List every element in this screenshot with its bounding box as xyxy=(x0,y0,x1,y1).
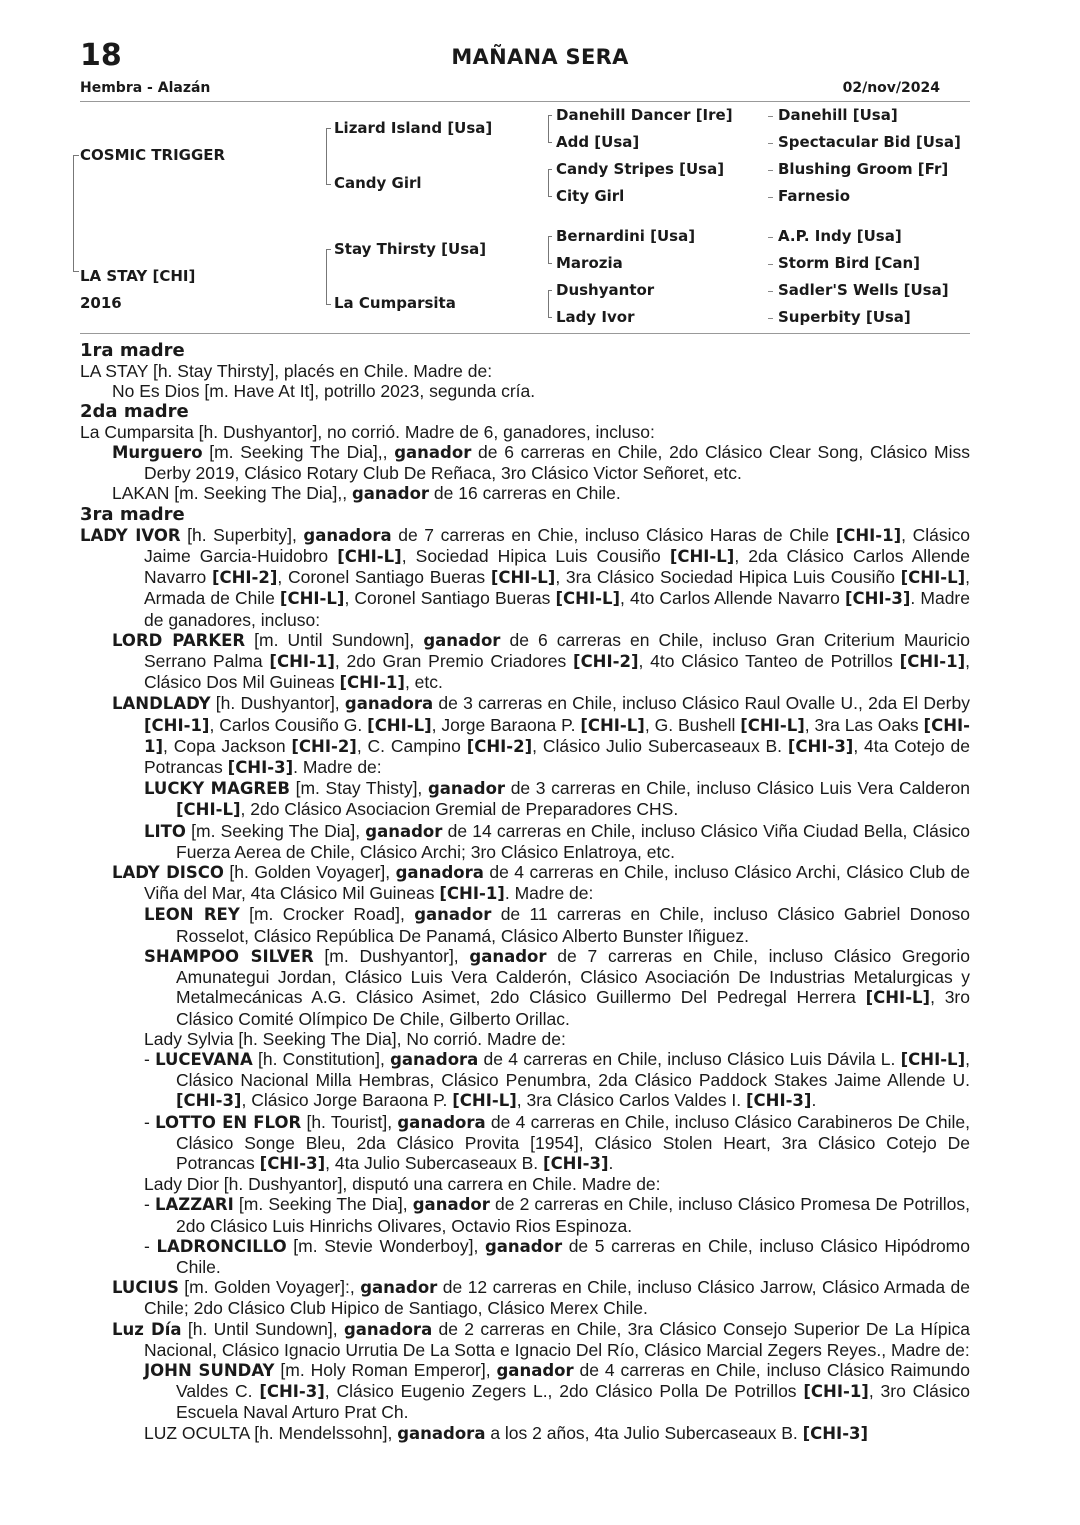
text-run: [h. Constitution], xyxy=(252,1048,391,1069)
g3-ancestor: Lady Ivor xyxy=(556,308,635,326)
text-run: , Coronel Santiago Bueras xyxy=(277,567,491,588)
g3-ancestor: Add [Usa] xyxy=(556,133,640,151)
g4-ancestor: Danehill [Usa] xyxy=(778,106,898,124)
bracket-tick xyxy=(326,128,331,129)
family-entry xyxy=(80,1360,970,1423)
text-run: de 11 carreras en Chile, incluso Clásico Gabriel Donoso Rosselot, Clásico República De Panamá, Clásico Alberto Bunster Iñiguez. xyxy=(176,904,970,946)
bold-text: ganadora xyxy=(390,1049,479,1069)
g4-ancestor: Storm Bird [Can] xyxy=(778,254,920,272)
family-entry xyxy=(80,1174,970,1194)
pedigree-bottom-rule xyxy=(80,333,970,334)
family-entry xyxy=(80,422,970,442)
text-run: , 4ta Cotejo de Potrancas xyxy=(144,735,971,778)
g4-dash xyxy=(768,291,773,292)
g4-dash xyxy=(768,264,773,265)
g4-ancestor: Superbity [Usa] xyxy=(778,308,911,326)
bold-text: ganadora xyxy=(344,694,434,714)
family-entry xyxy=(80,1194,970,1235)
bracket-tick xyxy=(73,271,79,272)
family-entry xyxy=(80,1277,970,1318)
g4-ancestor: Sadler'S Wells [Usa] xyxy=(778,281,949,299)
top-rule xyxy=(80,101,970,102)
bold-text: LUCKY MAGREB xyxy=(144,779,290,799)
text-run: , Clásico Jaime Garcia-Huidobro xyxy=(144,524,970,567)
bold-text: ganador xyxy=(496,1360,574,1380)
bold-text: LUCIUS xyxy=(112,1278,179,1298)
family-entry xyxy=(80,778,970,820)
bracket-tick xyxy=(548,236,552,237)
text-run: No Es Dios [m. Have At It], potrillo 2023, segunda cría. xyxy=(112,381,536,402)
text-run: [m. Stevie Wonderboy], xyxy=(286,1235,485,1256)
text-run: Lady Dior [h. Dushyantor], disputó una carrera en Chile. Madre de: xyxy=(144,1174,661,1195)
g3-ancestor: Danehill Dancer [Ire] xyxy=(556,106,733,124)
text-run: . Madre de: xyxy=(293,757,382,778)
text-run: de 4 carreras en Chile, incluso Clásico Luis Dávila L. xyxy=(478,1048,901,1069)
text-run: [h. Dushyantor], xyxy=(210,693,345,714)
bold-text: ganador xyxy=(423,630,501,650)
bold-text: LOTTO EN FLOR xyxy=(155,1112,302,1132)
bold-text: [CHI-2] xyxy=(573,652,639,672)
bold-text: ganador xyxy=(360,1278,438,1298)
text-run: de 4 carreras en Chile, incluso Clásico Raimundo Valdes C. xyxy=(176,1359,970,1402)
family-entry xyxy=(80,381,970,401)
g4-ancestor: A.P. Indy [Usa] xyxy=(778,227,902,245)
bold-text: SHAMPOO SILVER xyxy=(144,946,314,966)
bold-text: [CHI-L] xyxy=(580,715,645,735)
bold-text: [CHI-1] xyxy=(144,715,210,735)
text-run: de 6 carreras en Chile, incluso Gran Criterium Mauricio Serrano Palma xyxy=(144,629,970,672)
bracket-tick xyxy=(548,115,552,116)
bold-text: JOHN SUNDAY xyxy=(144,1360,275,1380)
text-run: , 3ro Clásico Comité Olímpico De Chile, Gilberto Orillac. xyxy=(176,987,970,1029)
bold-text: [CHI-3] xyxy=(543,1153,609,1173)
bold-text: LITO xyxy=(144,821,186,841)
text-run: LAKAN [m. Seeking The Dia],, xyxy=(112,483,352,504)
text-run: [m. Golden Voyager]:, xyxy=(178,1277,361,1298)
bold-text: [CHI-1] xyxy=(144,715,970,756)
g3-ancestor: Candy Stripes [Usa] xyxy=(556,160,725,178)
text-run: . xyxy=(811,1090,817,1111)
bracket-tick xyxy=(548,317,552,318)
family-entry xyxy=(80,821,970,862)
g3-bracket xyxy=(548,169,549,196)
bold-text: [CHI-1] xyxy=(439,884,505,904)
bold-text: [CHI-L] xyxy=(740,715,805,735)
bold-text: LANDLADY xyxy=(112,694,211,714)
text-run: , Copa Jackson xyxy=(163,735,292,756)
bold-text: ganadora xyxy=(303,525,392,545)
text-run: de 4 carreras en Chile, incluso Clásico Archi, Clásico Club de Viña del Mar, 4ta Clásico Mil Guineas xyxy=(144,862,971,904)
bracket-tick xyxy=(548,196,552,197)
g4-dash xyxy=(768,197,773,198)
bold-text: [CHI-1] xyxy=(899,652,966,672)
bold-text: [CHI-1] xyxy=(803,1382,869,1402)
text-run: - xyxy=(144,1235,157,1256)
text-run: de 7 carreras en Chie, incluso Clásico Haras de Chile xyxy=(391,524,836,545)
sire-dam-bracket xyxy=(73,155,74,271)
g4-dash xyxy=(768,318,773,319)
text-run: , 3ra Clásico Sociedad Hipica Luis Cousiño xyxy=(555,567,901,588)
text-run: LUZ OCULTA [h. Mendelssohn], xyxy=(144,1422,398,1443)
bold-text: [CHI-3] xyxy=(227,758,294,778)
text-run: , 3ra Clásico Carlos Valdes I. xyxy=(516,1090,746,1111)
bold-text: [CHI-L] xyxy=(337,547,402,567)
bold-text: [CHI-L] xyxy=(900,568,966,588)
family-entry xyxy=(80,525,970,630)
bold-text: [CHI-L] xyxy=(367,715,432,735)
text-run: [m. Until Sundown], xyxy=(245,629,424,650)
text-run: de 6 carreras en Chile, 2do Clásico Clear Song, Clásico Miss Derby 2019, Clásico Rotary Club De Reñaca, 3ro Clásico Victor Señoret, etc. xyxy=(144,442,970,484)
g4-ancestor: Blushing Groom [Fr] xyxy=(778,160,949,178)
bold-text: ganadora xyxy=(395,863,484,883)
text-run: , 2da Clásico Carlos Allende Navarro xyxy=(144,546,970,588)
text-run: , Armada de Chile xyxy=(144,567,971,609)
text-run: [h. Tourist], xyxy=(301,1111,398,1132)
bold-text: ganador xyxy=(484,1236,563,1256)
text-run: de 3 carreras en Chile, incluso Clásico Luis Vera Calderon xyxy=(505,778,970,799)
bold-text: [CHI-3] xyxy=(745,1091,812,1111)
bold-text: Murguero xyxy=(112,443,203,463)
text-run: , 3ra Las Oaks xyxy=(804,714,924,735)
text-run: , 2do Clásico Asociacion Gremial de Preparadores CHS. xyxy=(240,799,679,820)
text-run: La Cumparsita [h. Dushyantor], no corrió. Madre de 6, ganadores, incluso: xyxy=(80,421,655,442)
bold-text: ganador xyxy=(351,484,430,504)
text-run: , 4to Carlos Allende Navarro xyxy=(620,588,845,609)
bracket-tick xyxy=(548,142,552,143)
bracket-tick xyxy=(548,169,552,170)
bold-text: ganador xyxy=(469,946,547,966)
bold-text: [CHI-3] xyxy=(802,1423,869,1443)
family-entry xyxy=(80,1236,970,1277)
text-run: - xyxy=(144,1194,155,1215)
family-entry xyxy=(80,693,970,778)
g3-ancestor: Bernardini [Usa] xyxy=(556,227,696,245)
text-run: de 3 carreras en Chile, incluso Clásico Raul Ovalle U., 2da El Derby xyxy=(433,693,970,714)
bold-text: ganador xyxy=(414,905,492,925)
text-run: , Coronel Santiago Bueras xyxy=(344,588,556,609)
text-run: [m. Holy Roman Emperor], xyxy=(274,1359,497,1380)
family-entry xyxy=(80,361,970,381)
text-run: , 4to Clásico Tanteo de Potrillos xyxy=(638,651,900,672)
bold-text: LADY IVOR xyxy=(80,525,181,545)
text-run: , 2do Gran Premio Criadores xyxy=(334,651,574,672)
text-run: [m. Stay Thisty], xyxy=(289,778,428,799)
family-notes xyxy=(80,341,970,1444)
bold-text: ganadora xyxy=(397,1112,486,1132)
family-entry xyxy=(80,1112,970,1175)
sire: COSMIC TRIGGER xyxy=(80,146,226,164)
date: 02/nov/2024 xyxy=(842,80,940,96)
sire-sire: Lizard Island [Usa] xyxy=(334,119,493,137)
bracket-tick xyxy=(326,249,331,250)
text-run: Lady Sylvia [h. Seeking The Dia], No corrió. Madre de: xyxy=(144,1028,566,1049)
bold-text: LORD PARKER xyxy=(112,630,246,650)
bold-text: [CHI-3] xyxy=(259,1382,325,1402)
family-entry xyxy=(80,862,970,904)
text-run: . Madre de ganadores, incluso: xyxy=(144,588,970,630)
g4-ancestor: Spectacular Bid [Usa] xyxy=(778,133,961,151)
g4-dash xyxy=(768,116,773,117)
bold-text: [CHI-1] xyxy=(269,652,335,672)
text-run: LA STAY [h. Stay Thirsty], placés en Chile. Madre de: xyxy=(80,361,493,382)
text-run: - xyxy=(144,1111,156,1132)
text-run: , Clásico Dos Mil Guineas xyxy=(144,651,970,693)
bold-text: ganador xyxy=(412,1195,490,1215)
family-entry xyxy=(80,1423,970,1444)
horse-name: MAÑANA SERA xyxy=(451,45,629,69)
family-entry xyxy=(80,483,970,504)
text-run: [h. Superbity], xyxy=(180,524,304,545)
text-run: de 2 carreras en Chile, incluso Clásico Promesa De Potrillos, 2do Clásico Luis Hinrichs Olivares, Octavio Rios Espinoza. xyxy=(176,1194,970,1236)
bold-text: LEON REY xyxy=(144,905,240,925)
bold-text: [CHI-2] xyxy=(466,736,533,756)
family-entry xyxy=(80,904,970,945)
text-run: de 14 carreras en Chile, incluso Clásico Viña Ciudad Bella, Clásico Fuerza Aerea de Chile, Clásico Archi; 3ro Clásico Enlatroya, etc. xyxy=(176,820,970,862)
dam: LA STAY [CHI] xyxy=(80,267,196,285)
sex-color: Hembra - Alazán xyxy=(80,80,211,96)
text-run: , 4ta Julio Subercaseaux B. xyxy=(325,1152,544,1173)
g3-bracket xyxy=(548,115,549,142)
bold-text: ganador xyxy=(394,443,472,463)
text-run: [m. Seeking The Dia],, xyxy=(202,442,395,463)
bold-text: [CHI-L] xyxy=(900,1049,966,1069)
bold-text: [CHI-1] xyxy=(835,525,902,545)
text-run: [m. Dushyantor], xyxy=(313,945,470,966)
dam-line-bracket xyxy=(326,249,327,304)
bracket-tick xyxy=(73,155,79,156)
g4-dash xyxy=(768,170,773,171)
bold-text: ganadora xyxy=(397,1423,486,1443)
text-run: , Clásico Nacional Milla Hembras, Clásico Penumbra, 2da Clásico Paddock Stakes Jaime Allende U. xyxy=(176,1048,970,1091)
text-run: , Clásico Eugenio Zegers L., 2do Clásico Polla De Potrillos xyxy=(324,1381,804,1402)
text-run: [m. Seeking The Dia], xyxy=(185,820,366,841)
bracket-tick xyxy=(548,263,552,264)
bracket-tick xyxy=(548,290,552,291)
text-run: . Madre de: xyxy=(504,883,594,904)
g3-ancestor: Dushyantor xyxy=(556,281,655,299)
text-run: , Jorge Baraona P. xyxy=(431,714,581,735)
family-entry xyxy=(80,1319,970,1360)
g3-ancestor: Marozia xyxy=(556,254,623,272)
section-heading: 1ra madre xyxy=(80,340,185,361)
text-run: a los 2 años, 4ta Julio Subercaseaux B. xyxy=(485,1422,803,1443)
bold-text: [CHI-L] xyxy=(669,547,735,567)
text-run: de 2 carreras en Chile, 3ra Clásico Consejo Superior De La Hípica Nacional, Clásico Ignacio Urrutia De La Sotta e Ignacio Del Río, Clásico Marcial Zegers Reyes., Madre de: xyxy=(144,1318,970,1360)
bold-text: [CHI-L] xyxy=(555,589,621,609)
family-entry xyxy=(80,1049,970,1112)
bold-text: Luz Día xyxy=(112,1319,182,1339)
page-number: 18 xyxy=(80,38,122,73)
text-run: de 5 carreras en Chile, incluso Clásico Hipódromo Chile. xyxy=(176,1235,970,1277)
text-run: , Clásico Jorge Baraona P. xyxy=(241,1090,453,1111)
text-run: , Clásico Julio Subercaseaux B. xyxy=(532,735,788,756)
bold-text: [CHI-1] xyxy=(339,673,405,693)
family-entry xyxy=(80,1029,970,1049)
sire-line-bracket xyxy=(326,128,327,184)
bold-text: LUCEVANA xyxy=(155,1049,253,1069)
text-run: de 4 carreras en Chile, incluso Clásico Carabineros De Chile, Clásico Songe Bleu, 2da Clásico Provita [1954], Clásico Stolen Heart, 3ra Clásico Cotejo De Potrancas xyxy=(176,1111,970,1173)
bold-text: [CHI-2] xyxy=(291,736,357,756)
g4-ancestor: Farnesio xyxy=(778,187,851,205)
bold-text: [CHI-L] xyxy=(452,1091,517,1111)
text-run: , 3ro Clásico Escuela Naval Arturo Prat Ch. xyxy=(176,1381,970,1423)
text-run: [m. Seeking The Dia], xyxy=(233,1194,413,1215)
family-entry xyxy=(80,442,970,483)
section-heading: 3ra madre xyxy=(80,503,185,525)
bracket-tick xyxy=(326,304,331,305)
bold-text: [CHI-L] xyxy=(279,589,345,609)
bold-text: LAZZARI xyxy=(154,1195,234,1215)
bold-text: [CHI-L] xyxy=(176,800,241,820)
family-entry xyxy=(80,630,970,694)
sire-dam: Candy Girl xyxy=(334,174,422,192)
text-run: , G. Bushell xyxy=(644,714,741,735)
bold-text: [CHI-L] xyxy=(490,568,556,588)
text-run: de 16 carreras en Chile. xyxy=(429,483,621,504)
text-run: de 12 carreras en Chile, incluso Clásico Jarrow, Clásico Armada de Chile; 2do Clásico Club Hipico de Santiago, Clásico Merex Chile. xyxy=(144,1277,971,1319)
bold-text: ganador xyxy=(365,821,443,841)
section-heading: 2da madre xyxy=(80,400,189,422)
text-run: , C. Campino xyxy=(356,735,467,756)
text-run: . xyxy=(608,1152,614,1173)
bold-text: [CHI-3] xyxy=(259,1153,326,1173)
text-run: [h. Until Sundown], xyxy=(181,1318,344,1339)
g3-ancestor: City Girl xyxy=(556,187,625,205)
text-run: - xyxy=(144,1048,156,1069)
bold-text: ganador xyxy=(427,779,506,799)
text-run: , etc. xyxy=(404,672,443,693)
bold-text: [CHI-3] xyxy=(844,589,911,609)
family-entry xyxy=(80,946,970,1029)
g3-bracket xyxy=(548,236,549,263)
bold-text: [CHI-3] xyxy=(787,736,854,756)
g4-dash xyxy=(768,143,773,144)
dam-dam: La Cumparsita xyxy=(334,294,456,312)
bold-text: [CHI-2] xyxy=(211,568,278,588)
bold-text: [CHI-L] xyxy=(865,988,931,1008)
bold-text: LADY DISCO xyxy=(112,863,224,883)
bold-text: LADRONCILLO xyxy=(156,1236,287,1256)
birth-year: 2016 xyxy=(80,294,122,312)
text-run: , Sociedad Hipica Luis Cousiño xyxy=(401,546,670,567)
bold-text: ganadora xyxy=(343,1319,433,1339)
text-run: , Carlos Cousiño G. xyxy=(209,714,368,735)
dam-sire: Stay Thirsty [Usa] xyxy=(334,240,487,258)
bold-text: [CHI-3] xyxy=(176,1091,242,1111)
g4-dash xyxy=(768,237,773,238)
text-run: de 7 carreras en Chile, incluso Clásico Gregorio Amunategui Jordan, Clásico Luis Vera Calderón, Clásico Asociación De Industrias Metalurgicas y Metalmecánicas A.G. Clásico Asimet, 2do Clásico Guillermo Del Pedregal Herrera xyxy=(176,945,970,1008)
bracket-tick xyxy=(326,184,331,185)
text-run: [h. Golden Voyager], xyxy=(223,862,396,883)
g3-bracket xyxy=(548,290,549,317)
text-run: [m. Crocker Road], xyxy=(239,904,415,925)
